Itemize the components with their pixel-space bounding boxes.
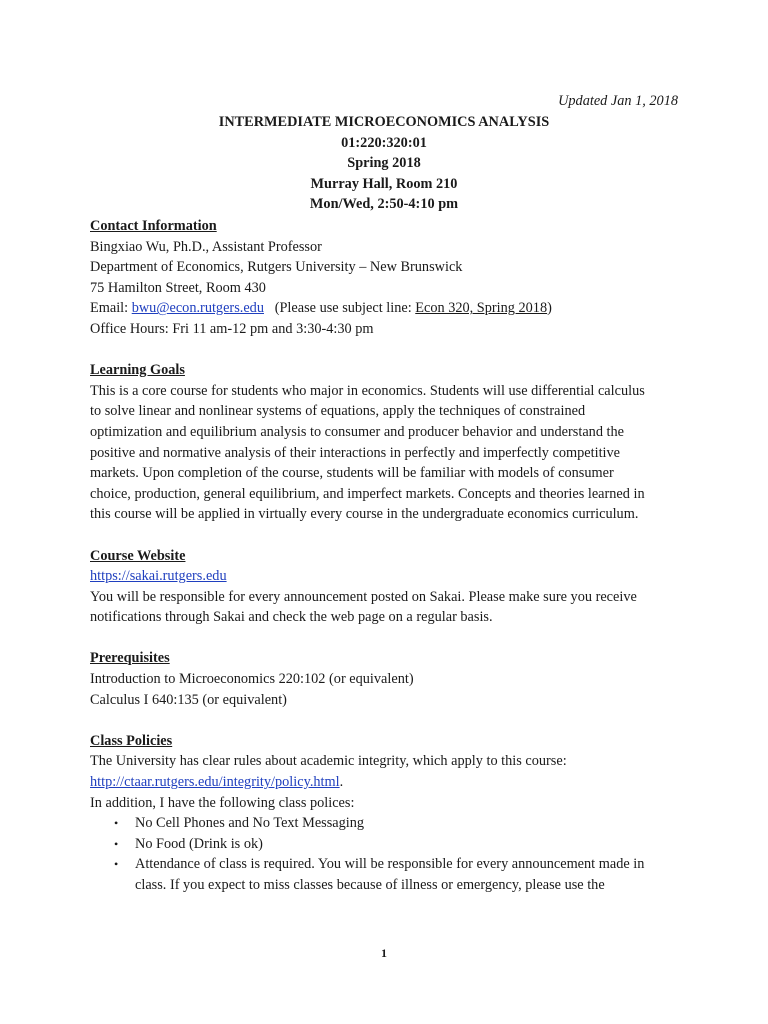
policy-text: No Cell Phones and No Text Messaging xyxy=(135,815,365,832)
learning-goals-title: Learning Goals xyxy=(90,362,185,379)
course-header xyxy=(0,112,768,215)
prerequisite-item: Calculus I 640:135 (or equivalent) xyxy=(90,691,287,708)
integrity-policy-link[interactable]: http://ctaar.rutgers.edu/integrity/policy.html xyxy=(90,774,340,791)
link-period: . xyxy=(339,774,344,791)
list-item xyxy=(90,834,680,855)
instructor-line: Bingxiao Wu, Ph.D., Assistant Professor xyxy=(90,238,322,255)
paragraph-line: choice, production, general equilibrium, and imperfect markets. Concepts and theories learned in xyxy=(90,485,645,502)
email-note-suffix: ) xyxy=(547,300,552,317)
paragraph-line: optimization and equilibrium analysis to consumer and producer behavior and understand the xyxy=(90,423,625,440)
bullet-icon: • xyxy=(114,857,119,872)
page-number: 1 xyxy=(381,946,387,960)
policies-addition: In addition, I have the following class polices: xyxy=(90,794,355,811)
bullet-icon: • xyxy=(114,816,119,831)
course-number: 01:220:320:01 xyxy=(341,134,427,151)
email-label: Email: xyxy=(90,300,132,317)
paragraph-line: positive and normative analysis of their interactions in perfectly and imperfectly competitive xyxy=(90,444,621,461)
prerequisites-title: Prerequisites xyxy=(90,650,170,667)
prerequisite-item: Introduction to Microeconomics 220:102 (or equivalent) xyxy=(90,671,414,688)
list-item xyxy=(90,813,680,834)
learning-goals-text xyxy=(90,381,680,525)
sakai-link[interactable]: https://sakai.rutgers.edu xyxy=(90,568,227,585)
paragraph-line: This is a core course for students who major in economics. Students will use differential calculus xyxy=(90,382,645,399)
address-line: 75 Hamilton Street, Room 430 xyxy=(90,279,266,296)
paragraph-line: notifications through Sakai and check the web page on a regular basis. xyxy=(90,609,493,626)
contact-section-title: Contact Information xyxy=(90,218,217,234)
course-schedule: Mon/Wed, 2:50-4:10 pm xyxy=(309,196,459,213)
bullet-icon: • xyxy=(114,836,119,851)
list-item xyxy=(90,854,680,895)
office-hours-line: Office Hours: Fri 11 am-12 pm and 3:30-4:30 pm xyxy=(90,320,374,337)
course-term: Spring 2018 xyxy=(347,155,421,172)
course-location: Murray Hall, Room 210 xyxy=(310,175,458,192)
email-note-prefix: (Please use subject line: xyxy=(263,300,416,317)
integrity-intro: The University has clear rules about academic integrity, which apply to this course: xyxy=(90,753,567,770)
email-subject: Econ 320, Spring 2018 xyxy=(415,300,548,317)
course-title: INTERMEDIATE MICROECONOMICS ANALYSIS xyxy=(218,114,550,130)
policy-text: No Food (Drink is ok) xyxy=(135,835,263,852)
paragraph-line: You will be responsible for every announcement posted on Sakai. Please make sure you receive xyxy=(90,588,637,605)
department-line: Department of Economics, Rutgers University – New Brunswick xyxy=(90,259,463,276)
syllabus-body xyxy=(90,216,680,896)
email-line xyxy=(90,298,680,319)
policy-list xyxy=(90,813,680,895)
class-policies-title: Class Policies xyxy=(90,732,173,749)
paragraph-line: to solve linear and nonlinear systems of equations, apply the techniques of constrained xyxy=(90,403,586,420)
updated-date: Updated Jan 1, 2018 xyxy=(558,93,678,109)
email-link[interactable]: bwu@econ.rutgers.edu xyxy=(131,300,264,317)
policy-text: Attendance of class is required. You will be responsible for every announcement made in xyxy=(135,856,645,873)
policy-text: class. If you expect to miss classes because of illness or emergency, please use the xyxy=(135,877,605,893)
paragraph-line: markets. Upon completion of the course, students will be familiar with models of consumer xyxy=(90,465,614,482)
paragraph-line: this course will be applied in virtually every course in the undergraduate economics curriculum. xyxy=(90,506,639,523)
course-website-title: Course Website xyxy=(90,547,186,564)
